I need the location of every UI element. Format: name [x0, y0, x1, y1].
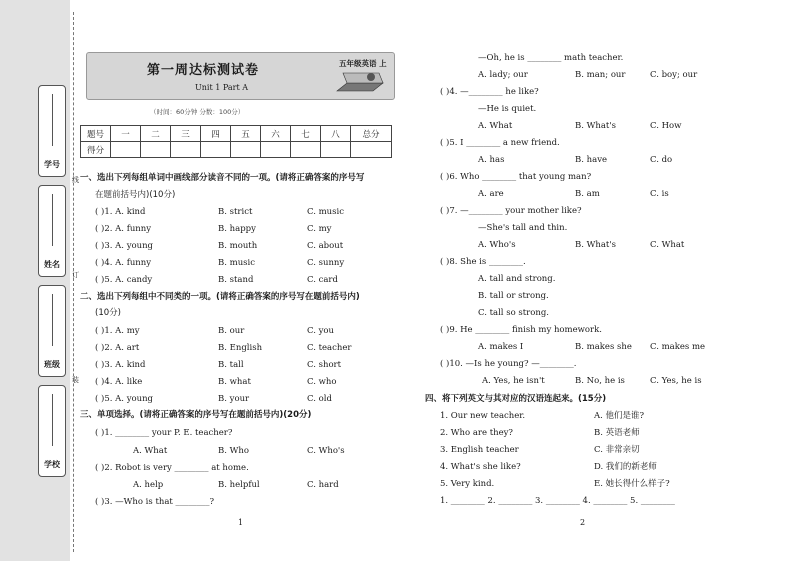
question-option: A. Yes, he isn't [482, 376, 545, 386]
question-option: ( )1. A. kind [95, 207, 146, 217]
question-option: C. about [307, 241, 344, 251]
class-field[interactable] [38, 285, 66, 377]
page-number: 2 [580, 518, 586, 527]
question-option: A. help [133, 480, 164, 490]
blank-line [52, 294, 53, 346]
match-chinese: C. 非常亲切 [594, 445, 640, 455]
section-2-title-cont: (10分) [95, 308, 121, 318]
unit-subtitle: Unit 1 Part A [195, 83, 248, 92]
score-header-cell: 七 [291, 126, 321, 142]
score-header-cell: 四 [201, 126, 231, 142]
score-cell[interactable] [351, 142, 392, 158]
question-stem: ( )1. ________ your P. E. teacher? [95, 428, 233, 438]
question-stem: ( )8. She is ________. [440, 257, 526, 267]
question-option: B. man; our [575, 70, 626, 80]
question-option: A. lady; our [478, 70, 528, 80]
question-stem: —Oh, he is ________ math teacher. [478, 53, 624, 63]
answer-blanks[interactable]: 1. ________ 2. ________ 3. ________ 4. ________ 5. ________ [440, 496, 675, 506]
question-option: B. tall [218, 360, 244, 370]
question-stem: ( )9. He ________ finish my homework. [440, 325, 602, 335]
question-option: ( )3. A. kind [95, 360, 146, 370]
score-header-cell: 六 [261, 126, 291, 142]
grade-tag: 五年级英语 上 [339, 59, 387, 68]
question-option: ( )2. A. funny [95, 224, 152, 234]
question-option: ( )2. A. art [95, 343, 140, 353]
score-cell[interactable] [201, 142, 231, 158]
score-header-cell: 八 [321, 126, 351, 142]
question-option: C. is [650, 189, 669, 199]
cut-mark: 装 [72, 376, 79, 384]
student-id-field[interactable] [38, 85, 66, 177]
section-1-title: 一、选出下列每组单词中画线部分读音不同的一项。(请将正确答案的序号写 [80, 173, 365, 183]
question-option: B. your [218, 394, 250, 404]
question-option: B. tall or strong. [478, 291, 549, 301]
question-option: C. How [650, 121, 682, 131]
question-option: B. stand [218, 275, 254, 285]
question-option: C. Who's [307, 446, 345, 456]
question-option: B. mouth [218, 241, 258, 251]
question-option: C. do [650, 155, 673, 165]
score-cell[interactable] [321, 142, 351, 158]
score-header-cell: 二 [141, 126, 171, 142]
question-option: B. have [575, 155, 608, 165]
match-english: 5. Very kind. [440, 479, 495, 489]
match-english: 4. What's she like? [440, 462, 521, 472]
cut-line [73, 12, 74, 552]
question-stem: ( )2. Robot is very ________ at home. [95, 463, 249, 473]
field-label: 学号 [44, 160, 60, 169]
question-option: B. makes she [575, 342, 632, 352]
question-option: B. What's [575, 121, 617, 131]
question-option: C. who [307, 377, 337, 387]
laptop-illustration-icon [333, 71, 387, 95]
score-cell[interactable] [141, 142, 171, 158]
school-field[interactable] [38, 385, 66, 477]
score-table-row [81, 142, 392, 158]
cut-mark: 线 [72, 176, 79, 184]
question-option: C. card [307, 275, 338, 285]
question-option: A. Who's [478, 240, 516, 250]
question-option: C. my [307, 224, 332, 234]
question-option: B. happy [218, 224, 256, 234]
question-option: ( )1. A. my [95, 326, 140, 336]
question-option: A. What [133, 446, 168, 456]
page-number: 1 [238, 518, 244, 527]
question-stem: ( )5. I ________ a new friend. [440, 138, 560, 148]
question-option: C. hard [307, 480, 339, 490]
question-option: B. what [218, 377, 251, 387]
question-option: C. short [307, 360, 342, 370]
score-header-cell: 总分 [351, 126, 392, 142]
score-header-cell: 五 [231, 126, 261, 142]
cut-mark: 订 [72, 271, 79, 279]
score-cell[interactable] [171, 142, 201, 158]
question-option: B. music [218, 258, 256, 268]
match-chinese: A. 他们是谁? [594, 411, 645, 421]
question-option: B. Who [218, 446, 249, 456]
match-chinese: B. 英语老师 [594, 428, 640, 438]
score-cell[interactable] [261, 142, 291, 158]
section-1-title-cont: 在题前括号内)(10分) [95, 190, 176, 200]
question-option: ( )4. A. like [95, 377, 143, 387]
time-score-line: （时间：60分钟 分数：100分） [150, 108, 245, 116]
question-option: B. strict [218, 207, 253, 217]
score-header-cell: 一 [111, 126, 141, 142]
question-option: ( )5. A. candy [95, 275, 153, 285]
question-option: A. makes I [478, 342, 524, 352]
question-option: C. old [307, 394, 332, 404]
score-table [80, 125, 392, 158]
score-row-label: 得分 [81, 142, 111, 158]
question-stem: ( )6. Who ________ that young man? [440, 172, 592, 182]
page-title: 第一周达标测试卷 [147, 63, 260, 78]
question-option: C. Yes, he is [650, 376, 702, 386]
question-option: B. English [218, 343, 263, 353]
field-label: 学校 [44, 460, 60, 469]
score-cell[interactable] [231, 142, 261, 158]
field-label: 班级 [44, 360, 60, 369]
match-english: 2. Who are they? [440, 428, 513, 438]
question-option: B. What's [575, 240, 617, 250]
match-english: 3. English teacher [440, 445, 519, 455]
question-stem: ( )3. —Who is that ________? [95, 497, 215, 507]
question-option: C. you [307, 326, 334, 336]
question-option: B. helpful [218, 480, 260, 490]
section-2-title: 二、选出下列每组中不同类的一项。(请将正确答案的序号写在题前括号内) [80, 292, 360, 302]
question-stem: —She's tall and thin. [478, 223, 568, 233]
blank-line [52, 94, 53, 146]
score-table-header-row [81, 126, 392, 142]
question-option: ( )5. A. young [95, 394, 153, 404]
name-field[interactable] [38, 185, 66, 277]
score-cell[interactable] [291, 142, 321, 158]
score-cell[interactable] [111, 142, 141, 158]
question-option: C. makes me [650, 342, 706, 352]
blank-line [52, 194, 53, 246]
question-stem: ( )4. —________ he like? [440, 87, 539, 97]
section-4-title: 四、将下列英文与其对应的汉语连起来。(15分) [425, 394, 607, 404]
question-option: A. has [478, 155, 505, 165]
match-chinese: E. 她长得什么样子? [594, 479, 670, 489]
score-header-cell: 题号 [81, 126, 111, 142]
section-3-title: 三、单项选择。(请将正确答案的序号写在题前括号内)(20分) [80, 410, 312, 420]
question-option: B. No, he is [575, 376, 625, 386]
question-option: ( )4. A. funny [95, 258, 152, 268]
field-label: 姓名 [44, 260, 60, 269]
question-option: C. music [307, 207, 344, 217]
question-stem: —He is quiet. [478, 104, 537, 114]
question-stem: ( )7. —________ your mother like? [440, 206, 582, 216]
question-option: A. are [478, 189, 504, 199]
match-chinese: D. 我们的新老师 [594, 462, 657, 472]
question-stem: ( )10. —Is he young? —________. [440, 359, 577, 369]
match-english: 1. Our new teacher. [440, 411, 526, 421]
score-header-cell: 三 [171, 126, 201, 142]
question-option: B. our [218, 326, 245, 336]
question-option: B. am [575, 189, 600, 199]
question-option: C. boy; our [650, 70, 698, 80]
question-option: C. sunny [307, 258, 345, 268]
question-option: C. tall so strong. [478, 308, 549, 318]
question-option: ( )3. A. young [95, 241, 153, 251]
question-option: C. What [650, 240, 685, 250]
question-option: A. tall and strong. [478, 274, 556, 284]
header-banner [86, 52, 395, 100]
question-option: A. What [478, 121, 513, 131]
blank-line [52, 394, 53, 446]
question-option: C. teacher [307, 343, 352, 353]
